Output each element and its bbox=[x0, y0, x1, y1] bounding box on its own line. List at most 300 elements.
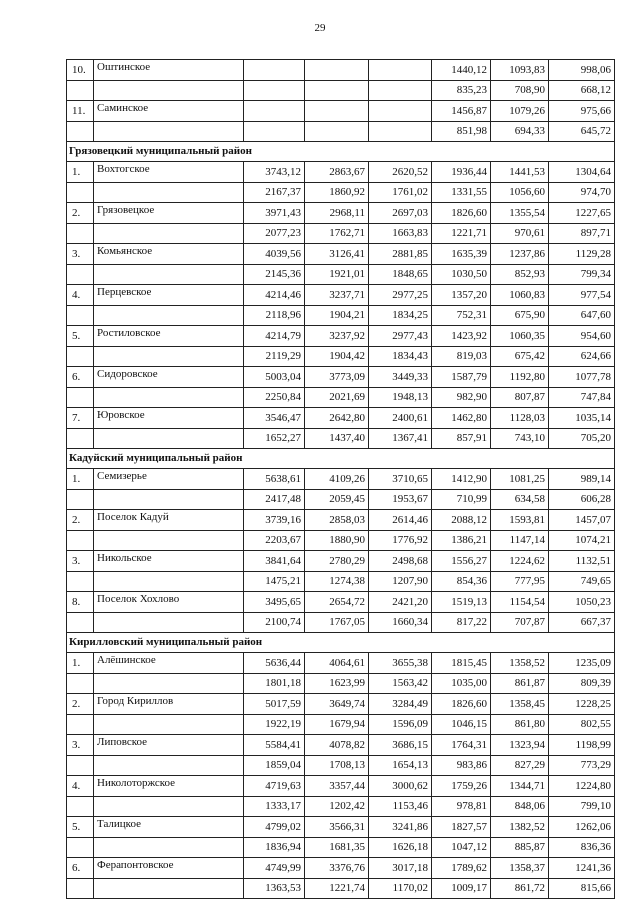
empty-cell bbox=[67, 572, 94, 592]
value-cell: 1654,13 bbox=[369, 756, 432, 776]
value-cell: 2858,03 bbox=[305, 510, 369, 531]
value-cell: 4214,79 bbox=[244, 326, 305, 347]
value-cell: 743,10 bbox=[491, 429, 549, 449]
value-cell: 1556,27 bbox=[432, 551, 491, 572]
value-cell bbox=[244, 122, 305, 142]
empty-cell bbox=[94, 572, 244, 592]
district-header-row bbox=[67, 449, 615, 469]
table-row bbox=[67, 776, 615, 797]
value-cell: 854,36 bbox=[432, 572, 491, 592]
value-cell: 1457,07 bbox=[549, 510, 615, 531]
table-row bbox=[67, 879, 615, 899]
empty-cell bbox=[67, 224, 94, 244]
value-cell: 2654,72 bbox=[305, 592, 369, 613]
value-cell: 1834,25 bbox=[369, 306, 432, 326]
empty-cell bbox=[94, 81, 244, 101]
value-cell: 1652,27 bbox=[244, 429, 305, 449]
value-cell: 2417,48 bbox=[244, 490, 305, 510]
value-cell: 970,61 bbox=[491, 224, 549, 244]
value-cell: 2977,25 bbox=[369, 285, 432, 306]
table-row bbox=[67, 653, 615, 674]
value-cell: 1519,13 bbox=[432, 592, 491, 613]
value-cell: 817,22 bbox=[432, 613, 491, 633]
value-cell: 1412,90 bbox=[432, 469, 491, 490]
empty-cell bbox=[67, 81, 94, 101]
value-cell: 606,28 bbox=[549, 490, 615, 510]
empty-cell bbox=[67, 265, 94, 285]
district-name: Грязовецкий муниципальный район bbox=[67, 142, 615, 162]
table-row bbox=[67, 531, 615, 551]
table-row bbox=[67, 490, 615, 510]
value-cell: 5017,59 bbox=[244, 694, 305, 715]
empty-cell bbox=[67, 674, 94, 694]
value-cell: 998,06 bbox=[549, 60, 615, 81]
value-cell: 861,80 bbox=[491, 715, 549, 735]
value-cell: 1323,94 bbox=[491, 735, 549, 756]
value-cell: 1848,65 bbox=[369, 265, 432, 285]
value-cell: 1154,54 bbox=[491, 592, 549, 613]
value-cell: 3743,12 bbox=[244, 162, 305, 183]
value-cell: 752,31 bbox=[432, 306, 491, 326]
value-cell: 2088,12 bbox=[432, 510, 491, 531]
value-cell: 749,65 bbox=[549, 572, 615, 592]
value-cell: 1333,17 bbox=[244, 797, 305, 817]
empty-cell bbox=[94, 490, 244, 510]
value-cell: 5636,44 bbox=[244, 653, 305, 674]
table-row bbox=[67, 797, 615, 817]
value-cell: 4799,02 bbox=[244, 817, 305, 838]
value-cell: 3376,76 bbox=[305, 858, 369, 879]
value-cell: 1475,21 bbox=[244, 572, 305, 592]
row-number: 2. bbox=[67, 203, 94, 224]
row-number: 5. bbox=[67, 817, 94, 838]
row-number: 3. bbox=[67, 551, 94, 572]
value-cell: 857,91 bbox=[432, 429, 491, 449]
value-cell: 1221,74 bbox=[305, 879, 369, 899]
value-cell: 848,06 bbox=[491, 797, 549, 817]
value-cell: 3566,31 bbox=[305, 817, 369, 838]
value-cell: 1789,62 bbox=[432, 858, 491, 879]
value-cell: 2119,29 bbox=[244, 347, 305, 367]
value-cell: 1046,15 bbox=[432, 715, 491, 735]
settlement-name: Поселок Хохлово bbox=[94, 592, 244, 613]
table-row bbox=[67, 694, 615, 715]
value-cell: 3655,38 bbox=[369, 653, 432, 674]
empty-cell bbox=[67, 838, 94, 858]
table-row bbox=[67, 203, 615, 224]
settlement-name: Саминское bbox=[94, 101, 244, 122]
row-number: 4. bbox=[67, 776, 94, 797]
value-cell: 777,95 bbox=[491, 572, 549, 592]
value-cell: 1437,40 bbox=[305, 429, 369, 449]
row-number: 11. bbox=[67, 101, 94, 122]
value-cell: 1681,35 bbox=[305, 838, 369, 858]
empty-cell bbox=[94, 674, 244, 694]
table-row bbox=[67, 101, 615, 122]
value-cell: 1761,02 bbox=[369, 183, 432, 203]
value-cell: 2167,37 bbox=[244, 183, 305, 203]
value-cell: 4064,61 bbox=[305, 653, 369, 674]
value-cell bbox=[244, 101, 305, 122]
table-row bbox=[67, 756, 615, 776]
value-cell: 807,87 bbox=[491, 388, 549, 408]
value-cell: 2400,61 bbox=[369, 408, 432, 429]
value-cell: 799,34 bbox=[549, 265, 615, 285]
empty-cell bbox=[94, 531, 244, 551]
value-cell: 4078,82 bbox=[305, 735, 369, 756]
value-cell: 975,66 bbox=[549, 101, 615, 122]
value-cell: 1358,37 bbox=[491, 858, 549, 879]
settlement-name: Алёшинское bbox=[94, 653, 244, 674]
value-cell: 1921,01 bbox=[305, 265, 369, 285]
value-cell: 1227,65 bbox=[549, 203, 615, 224]
value-cell: 1357,20 bbox=[432, 285, 491, 306]
value-cell: 647,60 bbox=[549, 306, 615, 326]
value-cell: 1953,67 bbox=[369, 490, 432, 510]
value-cell: 2059,45 bbox=[305, 490, 369, 510]
value-cell: 1635,39 bbox=[432, 244, 491, 265]
row-number: 8. bbox=[67, 592, 94, 613]
table-body bbox=[67, 60, 615, 899]
table-row bbox=[67, 838, 615, 858]
value-cell: 1801,18 bbox=[244, 674, 305, 694]
value-cell: 1367,41 bbox=[369, 429, 432, 449]
table-row bbox=[67, 285, 615, 306]
value-cell: 2203,67 bbox=[244, 531, 305, 551]
settlement-name: Комьянское bbox=[94, 244, 244, 265]
district-name: Кирилловский муниципальный район bbox=[67, 633, 615, 653]
table-row bbox=[67, 81, 615, 101]
value-cell: 1093,83 bbox=[491, 60, 549, 81]
empty-cell bbox=[67, 531, 94, 551]
value-cell: 1423,92 bbox=[432, 326, 491, 347]
row-number: 1. bbox=[67, 162, 94, 183]
value-cell: 1221,71 bbox=[432, 224, 491, 244]
settlement-name: Юровское bbox=[94, 408, 244, 429]
empty-cell bbox=[94, 613, 244, 633]
value-cell: 1776,92 bbox=[369, 531, 432, 551]
value-cell: 4109,26 bbox=[305, 469, 369, 490]
table-row bbox=[67, 715, 615, 735]
row-number: 7. bbox=[67, 408, 94, 429]
settlement-name: Липовское bbox=[94, 735, 244, 756]
value-cell: 1147,14 bbox=[491, 531, 549, 551]
table-row bbox=[67, 572, 615, 592]
empty-cell bbox=[94, 797, 244, 817]
table-row bbox=[67, 306, 615, 326]
value-cell: 861,72 bbox=[491, 879, 549, 899]
value-cell: 2863,67 bbox=[305, 162, 369, 183]
table-row bbox=[67, 674, 615, 694]
empty-cell bbox=[94, 347, 244, 367]
table-row bbox=[67, 265, 615, 285]
value-cell: 1077,78 bbox=[549, 367, 615, 388]
table-row bbox=[67, 388, 615, 408]
empty-cell bbox=[67, 613, 94, 633]
empty-cell bbox=[94, 879, 244, 899]
table-row bbox=[67, 183, 615, 203]
empty-cell bbox=[67, 122, 94, 142]
value-cell: 3000,62 bbox=[369, 776, 432, 797]
empty-cell bbox=[94, 429, 244, 449]
row-number: 6. bbox=[67, 858, 94, 879]
value-cell: 2780,29 bbox=[305, 551, 369, 572]
value-cell: 624,66 bbox=[549, 347, 615, 367]
table-row bbox=[67, 347, 615, 367]
value-cell: 1904,21 bbox=[305, 306, 369, 326]
value-cell: 2145,36 bbox=[244, 265, 305, 285]
value-cell: 861,87 bbox=[491, 674, 549, 694]
value-cell: 1834,43 bbox=[369, 347, 432, 367]
value-cell: 705,20 bbox=[549, 429, 615, 449]
value-cell: 3649,74 bbox=[305, 694, 369, 715]
value-cell: 1202,42 bbox=[305, 797, 369, 817]
value-cell: 852,93 bbox=[491, 265, 549, 285]
value-cell: 1030,50 bbox=[432, 265, 491, 285]
table-row bbox=[67, 551, 615, 572]
district-header-row bbox=[67, 142, 615, 162]
value-cell: 708,90 bbox=[491, 81, 549, 101]
row-number: 1. bbox=[67, 469, 94, 490]
settlement-name: Никольское bbox=[94, 551, 244, 572]
value-cell: 3241,86 bbox=[369, 817, 432, 838]
empty-cell bbox=[94, 388, 244, 408]
empty-cell bbox=[94, 715, 244, 735]
value-cell: 989,14 bbox=[549, 469, 615, 490]
value-cell: 2614,46 bbox=[369, 510, 432, 531]
empty-cell bbox=[67, 183, 94, 203]
value-cell: 2697,03 bbox=[369, 203, 432, 224]
value-cell: 836,36 bbox=[549, 838, 615, 858]
value-cell: 2620,52 bbox=[369, 162, 432, 183]
table-row bbox=[67, 408, 615, 429]
value-cell: 2498,68 bbox=[369, 551, 432, 572]
value-cell: 802,55 bbox=[549, 715, 615, 735]
value-cell: 954,60 bbox=[549, 326, 615, 347]
value-cell: 3710,65 bbox=[369, 469, 432, 490]
value-cell: 1192,80 bbox=[491, 367, 549, 388]
settlement-name: Город Кириллов bbox=[94, 694, 244, 715]
value-cell: 1344,71 bbox=[491, 776, 549, 797]
value-cell: 1079,26 bbox=[491, 101, 549, 122]
row-number: 4. bbox=[67, 285, 94, 306]
value-cell: 974,70 bbox=[549, 183, 615, 203]
table-row bbox=[67, 60, 615, 81]
value-cell: 3971,43 bbox=[244, 203, 305, 224]
value-cell bbox=[244, 60, 305, 81]
value-cell: 982,90 bbox=[432, 388, 491, 408]
settlement-name: Ростиловское bbox=[94, 326, 244, 347]
tariff-table bbox=[66, 59, 615, 899]
value-cell: 675,90 bbox=[491, 306, 549, 326]
value-cell: 1827,57 bbox=[432, 817, 491, 838]
value-cell: 1355,54 bbox=[491, 203, 549, 224]
value-cell: 1047,12 bbox=[432, 838, 491, 858]
value-cell: 5003,04 bbox=[244, 367, 305, 388]
empty-cell bbox=[67, 756, 94, 776]
value-cell: 2977,43 bbox=[369, 326, 432, 347]
value-cell: 1679,94 bbox=[305, 715, 369, 735]
value-cell: 3017,18 bbox=[369, 858, 432, 879]
settlement-name: Вохтогское bbox=[94, 162, 244, 183]
value-cell: 1663,83 bbox=[369, 224, 432, 244]
value-cell: 1262,06 bbox=[549, 817, 615, 838]
value-cell: 1441,53 bbox=[491, 162, 549, 183]
value-cell: 3449,33 bbox=[369, 367, 432, 388]
row-number: 3. bbox=[67, 735, 94, 756]
table-row bbox=[67, 244, 615, 265]
value-cell: 1815,45 bbox=[432, 653, 491, 674]
value-cell: 1904,42 bbox=[305, 347, 369, 367]
value-cell: 3237,71 bbox=[305, 285, 369, 306]
value-cell: 1153,46 bbox=[369, 797, 432, 817]
value-cell: 1009,17 bbox=[432, 879, 491, 899]
value-cell: 1207,90 bbox=[369, 572, 432, 592]
value-cell: 1050,23 bbox=[549, 592, 615, 613]
settlement-name: Талицкое bbox=[94, 817, 244, 838]
empty-cell bbox=[94, 224, 244, 244]
value-cell: 3357,44 bbox=[305, 776, 369, 797]
value-cell: 983,86 bbox=[432, 756, 491, 776]
value-cell: 5638,61 bbox=[244, 469, 305, 490]
empty-cell bbox=[94, 183, 244, 203]
value-cell: 2100,74 bbox=[244, 613, 305, 633]
value-cell: 2250,84 bbox=[244, 388, 305, 408]
value-cell bbox=[369, 60, 432, 81]
row-number: 5. bbox=[67, 326, 94, 347]
row-number: 2. bbox=[67, 694, 94, 715]
value-cell: 1074,21 bbox=[549, 531, 615, 551]
value-cell: 1198,99 bbox=[549, 735, 615, 756]
settlement-name: Николоторжское bbox=[94, 776, 244, 797]
value-cell: 1767,05 bbox=[305, 613, 369, 633]
empty-cell bbox=[67, 715, 94, 735]
table-row bbox=[67, 817, 615, 838]
value-cell bbox=[369, 81, 432, 101]
value-cell: 835,23 bbox=[432, 81, 491, 101]
value-cell: 1060,83 bbox=[491, 285, 549, 306]
table-row bbox=[67, 735, 615, 756]
value-cell: 773,29 bbox=[549, 756, 615, 776]
value-cell: 885,87 bbox=[491, 838, 549, 858]
empty-cell bbox=[67, 388, 94, 408]
value-cell: 1304,64 bbox=[549, 162, 615, 183]
row-number: 2. bbox=[67, 510, 94, 531]
table-row bbox=[67, 224, 615, 244]
value-cell: 675,42 bbox=[491, 347, 549, 367]
value-cell: 1035,14 bbox=[549, 408, 615, 429]
value-cell: 1623,99 bbox=[305, 674, 369, 694]
value-cell bbox=[305, 101, 369, 122]
value-cell: 1056,60 bbox=[491, 183, 549, 203]
value-cell: 747,84 bbox=[549, 388, 615, 408]
value-cell: 1764,31 bbox=[432, 735, 491, 756]
value-cell: 1224,62 bbox=[491, 551, 549, 572]
table-row bbox=[67, 367, 615, 388]
value-cell: 1462,80 bbox=[432, 408, 491, 429]
value-cell: 1660,34 bbox=[369, 613, 432, 633]
value-cell: 1826,60 bbox=[432, 203, 491, 224]
value-cell: 3237,92 bbox=[305, 326, 369, 347]
value-cell: 851,98 bbox=[432, 122, 491, 142]
value-cell: 1241,36 bbox=[549, 858, 615, 879]
settlement-name: Сидоровское bbox=[94, 367, 244, 388]
value-cell: 2968,11 bbox=[305, 203, 369, 224]
value-cell: 1596,09 bbox=[369, 715, 432, 735]
table-row bbox=[67, 429, 615, 449]
value-cell: 634,58 bbox=[491, 490, 549, 510]
empty-cell bbox=[94, 122, 244, 142]
value-cell: 3546,47 bbox=[244, 408, 305, 429]
district-header-row bbox=[67, 633, 615, 653]
value-cell: 1860,92 bbox=[305, 183, 369, 203]
value-cell: 3773,09 bbox=[305, 367, 369, 388]
value-cell: 710,99 bbox=[432, 490, 491, 510]
row-number: 10. bbox=[67, 60, 94, 81]
value-cell: 2021,69 bbox=[305, 388, 369, 408]
value-cell: 3686,15 bbox=[369, 735, 432, 756]
value-cell: 1358,45 bbox=[491, 694, 549, 715]
district-name: Кадуйский муниципальный район bbox=[67, 449, 615, 469]
value-cell: 668,12 bbox=[549, 81, 615, 101]
value-cell: 2642,80 bbox=[305, 408, 369, 429]
value-cell: 3841,64 bbox=[244, 551, 305, 572]
value-cell: 1228,25 bbox=[549, 694, 615, 715]
value-cell: 1386,21 bbox=[432, 531, 491, 551]
table-row bbox=[67, 122, 615, 142]
value-cell: 799,10 bbox=[549, 797, 615, 817]
value-cell: 897,71 bbox=[549, 224, 615, 244]
value-cell: 1587,79 bbox=[432, 367, 491, 388]
value-cell bbox=[305, 60, 369, 81]
settlement-name: Оштинское bbox=[94, 60, 244, 81]
value-cell: 1363,53 bbox=[244, 879, 305, 899]
value-cell: 3495,65 bbox=[244, 592, 305, 613]
empty-cell bbox=[67, 429, 94, 449]
value-cell: 1593,81 bbox=[491, 510, 549, 531]
row-number: 1. bbox=[67, 653, 94, 674]
value-cell: 1936,44 bbox=[432, 162, 491, 183]
table-row bbox=[67, 510, 615, 531]
value-cell: 1358,52 bbox=[491, 653, 549, 674]
value-cell: 1382,52 bbox=[491, 817, 549, 838]
table-row bbox=[67, 858, 615, 879]
value-cell: 1274,38 bbox=[305, 572, 369, 592]
settlement-name: Грязовецкое bbox=[94, 203, 244, 224]
value-cell: 4039,56 bbox=[244, 244, 305, 265]
value-cell: 1132,51 bbox=[549, 551, 615, 572]
value-cell: 1170,02 bbox=[369, 879, 432, 899]
value-cell: 707,87 bbox=[491, 613, 549, 633]
value-cell: 2881,85 bbox=[369, 244, 432, 265]
settlement-name: Семизерье bbox=[94, 469, 244, 490]
value-cell: 4749,99 bbox=[244, 858, 305, 879]
value-cell: 1235,09 bbox=[549, 653, 615, 674]
value-cell: 1331,55 bbox=[432, 183, 491, 203]
value-cell: 1759,26 bbox=[432, 776, 491, 797]
value-cell: 1626,18 bbox=[369, 838, 432, 858]
table-row bbox=[67, 592, 615, 613]
value-cell: 2077,23 bbox=[244, 224, 305, 244]
table-row bbox=[67, 326, 615, 347]
empty-cell bbox=[67, 306, 94, 326]
value-cell: 1922,19 bbox=[244, 715, 305, 735]
value-cell: 1081,25 bbox=[491, 469, 549, 490]
value-cell: 815,66 bbox=[549, 879, 615, 899]
value-cell: 3284,49 bbox=[369, 694, 432, 715]
value-cell: 977,54 bbox=[549, 285, 615, 306]
value-cell bbox=[369, 101, 432, 122]
